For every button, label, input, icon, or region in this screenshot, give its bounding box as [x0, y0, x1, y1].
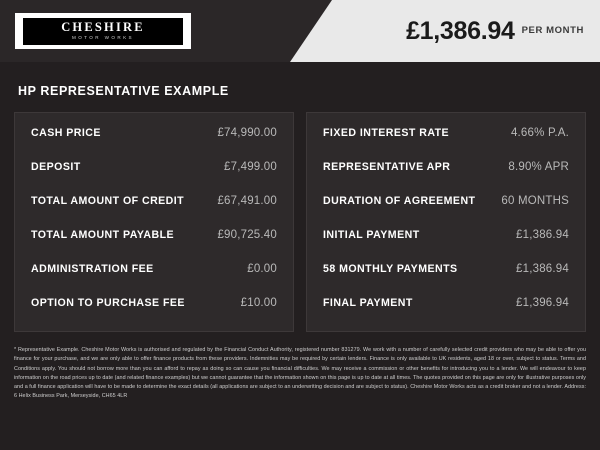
- table-row: [31, 127, 277, 161]
- row-label: DURATION OF AGREEMENT: [323, 195, 476, 207]
- brand-logo: [15, 13, 191, 49]
- row-value: £67,491.00: [217, 195, 277, 207]
- table-row: [31, 195, 277, 229]
- brand-logo-primary-text: CHESHIRE: [61, 20, 145, 35]
- row-label: FIXED INTEREST RATE: [323, 127, 450, 139]
- finance-details-panels: [14, 112, 586, 332]
- legal-disclaimer: * Representative Example. Cheshire Motor Works is authorised and regulated by the Financial Conduct Authority, registered number 831279. We work with a number of carefully selected credit providers who may be able to offer you finance for your purchase, and we are only able to offer finance products from these providers. Indemnities may be required by certain lenders. Finance is only available to UK residents, aged 18 or over, subject to status. Terms and Conditions apply. You should not borrow more than you can afford to repay as doing so can cause you financial difficulties. We may receive a commission or other benefits for introducing you to a lender. We will endeavour to keep information on the road prices up to date (and related finance examples) but we cannot guarantee that the information shown on this page is up to date at all times. The quotes provided on this page are only for illustrative purposes only and a full finance application will have to be made to determine the exact details (all applications are subject to an underwriting decision and are subject to status). Cheshire Motor Works acts as a credit broker and not a lender. Address: 6 Helix Business Park, Merseyside, CH65 4LR: [14, 347, 586, 400]
- row-value: £1,396.94: [516, 297, 569, 309]
- table-row: [323, 161, 569, 195]
- table-row: [323, 229, 569, 263]
- table-row: [323, 263, 569, 297]
- table-row: [31, 161, 277, 195]
- row-value: 60 MONTHS: [501, 195, 569, 207]
- row-value: £1,386.94: [516, 229, 569, 241]
- table-row: [31, 229, 277, 263]
- table-row: [323, 195, 569, 229]
- row-value: £90,725.40: [217, 229, 277, 241]
- row-value: £10.00: [240, 297, 277, 309]
- row-value: £7,499.00: [224, 161, 277, 173]
- row-label: CASH PRICE: [31, 127, 101, 139]
- table-row: [31, 263, 277, 297]
- row-value: 4.66% P.A.: [510, 127, 569, 139]
- row-label: OPTION TO PURCHASE FEE: [31, 297, 185, 309]
- table-row: [323, 127, 569, 161]
- brand-logo-secondary-text: MOTOR WORKS: [71, 34, 135, 40]
- row-label: ADMINISTRATION FEE: [31, 263, 154, 275]
- monthly-price-period-label: PER MONTH: [521, 25, 584, 36]
- row-value: £74,990.00: [217, 127, 277, 139]
- row-label: TOTAL AMOUNT PAYABLE: [31, 229, 175, 241]
- monthly-price-block: [406, 0, 584, 62]
- table-row: [323, 297, 569, 331]
- row-label: DEPOSIT: [31, 161, 81, 173]
- finance-panel-left: [14, 112, 294, 332]
- row-label: TOTAL AMOUNT OF CREDIT: [31, 195, 185, 207]
- monthly-price-amount: £1,386.94: [406, 16, 515, 45]
- brand-logo-inner: [23, 18, 183, 45]
- row-value: £0.00: [247, 263, 277, 275]
- row-label: REPRESENTATIVE APR: [323, 161, 451, 173]
- row-value: £1,386.94: [516, 263, 569, 275]
- page-header: [0, 0, 600, 62]
- row-label: INITIAL PAYMENT: [323, 229, 420, 241]
- table-row: [31, 297, 277, 331]
- row-label: FINAL PAYMENT: [323, 297, 413, 309]
- finance-panel-right: [306, 112, 586, 332]
- row-value: 8.90% APR: [508, 161, 569, 173]
- page-title: HP REPRESENTATIVE EXAMPLE: [18, 84, 229, 98]
- row-label: 58 MONTHLY PAYMENTS: [323, 263, 458, 275]
